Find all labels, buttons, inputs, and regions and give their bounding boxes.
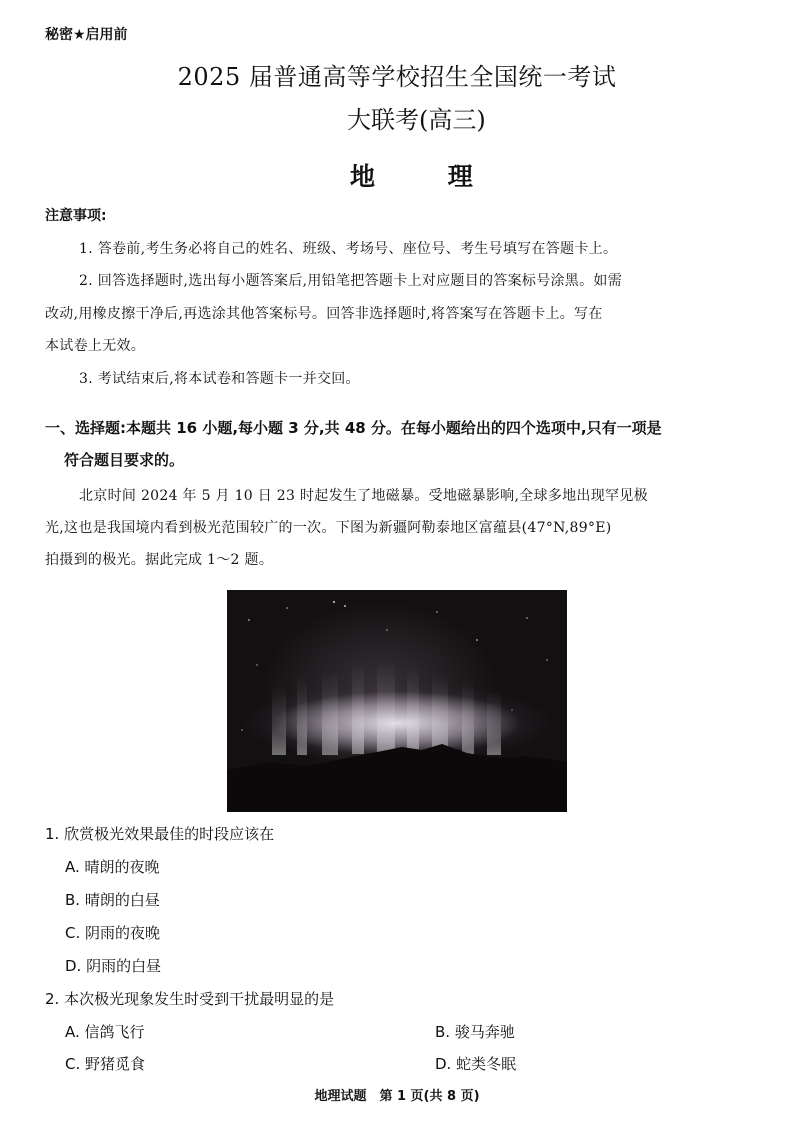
subject-title: 地 理 [350, 162, 505, 191]
aurora-photo-illustration [227, 590, 567, 812]
confidential-label: 秘密★启用前 [45, 27, 128, 43]
question-1-stem: 1. 欣赏极光效果最佳的时段应该在 [45, 825, 275, 843]
exam-title: 2025 届普通高等学校招生全国统一考试 [177, 63, 617, 91]
page-footer: 地理试题 第 1 页(共 8 页) [314, 1089, 480, 1104]
question-1-option-d: D. 阴雨的白昼 [65, 957, 162, 975]
question-1-option-a: A. 晴朗的夜晚 [65, 858, 160, 876]
notice-item-2-line-1: 2. 回答选择题时,选出每小题答案后,用铅笔把答题卡上对应题目的答案标号涂黑。如需 [79, 273, 623, 289]
question-2-option-d: D. 蛇类冬眠 [435, 1055, 517, 1073]
question-1-option-b: B. 晴朗的白昼 [65, 891, 160, 909]
aurora-photo [227, 590, 567, 812]
question-2-option-c: C. 野猪觅食 [65, 1055, 146, 1073]
exam-subtitle: 大联考(高三) [347, 106, 486, 134]
question-2-option-a: A. 信鸽飞行 [65, 1023, 145, 1041]
section-heading-line-2: 符合题目要求的。 [64, 451, 185, 469]
question-2-option-b: B. 骏马奔驰 [435, 1023, 515, 1041]
passage-line-1: 北京时间 2024 年 5 月 10 日 23 时起发生了地磁暴。受地磁暴影响,全球多地出现罕见极 [79, 488, 648, 504]
notice-item-1: 1. 答卷前,考生务必将自己的姓名、班级、考场号、座位号、考生号填写在答题卡上。 [79, 241, 618, 257]
notice-item-3: 3. 考试结束后,将本试卷和答题卡一并交回。 [79, 371, 360, 387]
notice-item-2-line-2: 改动,用橡皮擦干净后,再选涂其他答案标号。回答非选择题时,将答案写在答题卡上。写在 [45, 306, 603, 322]
question-1-option-c: C. 阴雨的夜晚 [65, 924, 161, 942]
section-heading: 一、选择题:本题共 16 小题,每小题 3 分,共 48 分。在每小题给出的四个选项中,只有一项是 [45, 419, 662, 437]
passage-line-2: 光,这也是我国境内看到极光范围较广的一次。下图为新疆阿勒泰地区富蕴县(47°N,89°E) [45, 520, 612, 536]
notice-item-2-line-3: 本试卷上无效。 [45, 338, 146, 354]
notice-heading: 注意事项: [45, 208, 107, 224]
passage-line-3: 拍摄到的极光。据此完成 1～2 题。 [45, 552, 274, 568]
question-2-stem: 2. 本次极光现象发生时受到干扰最明显的是 [45, 990, 335, 1008]
